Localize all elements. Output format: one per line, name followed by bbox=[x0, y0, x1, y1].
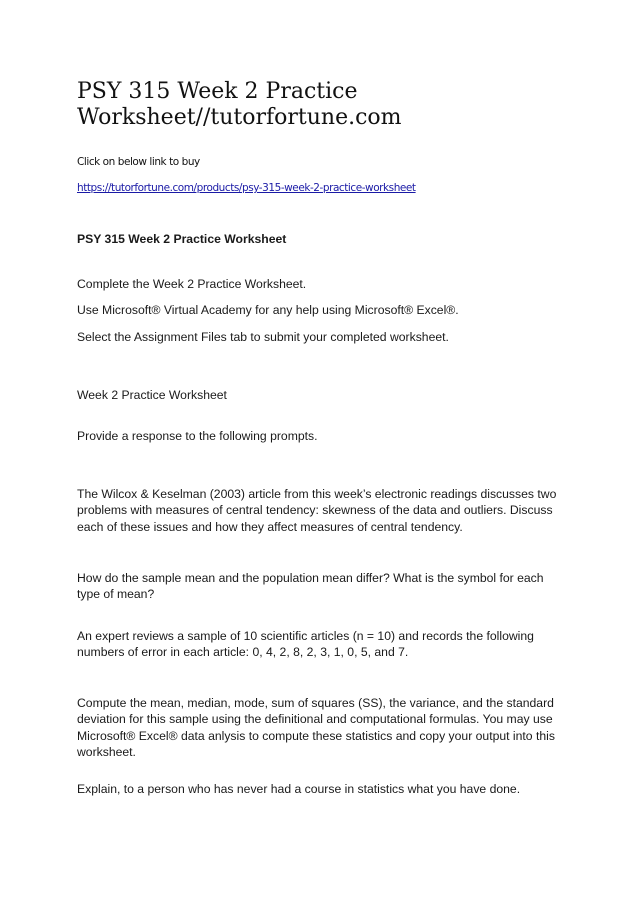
paragraph-provide-response: Provide a response to the following prompts. bbox=[77, 429, 318, 443]
title-line-2: Worksheet//tutorfortune.com bbox=[77, 105, 402, 130]
paragraph-compute-statistics: Compute the mean, median, mode, sum of squares (SS), the variance, and the standard deviation for this sample using the definitional and computational formulas. You may use Microsoft® Excel® data anlysis to compute these statistics and copy your output into this worksheet. bbox=[77, 696, 555, 759]
buy-link[interactable]: https://tutorfortune.com/products/psy-315-week-2-practice-worksheet bbox=[77, 182, 416, 194]
document-title bbox=[77, 79, 557, 131]
paragraph-complete-worksheet: Complete the Week 2 Practice Worksheet. bbox=[77, 277, 307, 291]
title-line-1: PSY 315 Week 2 Practice bbox=[77, 79, 358, 104]
paragraph-explain: Explain, to a person who has never had a course in statistics what you have done. bbox=[77, 782, 521, 796]
paragraph-sample-vs-population-mean: How do the sample mean and the population mean differ? What is the symbol for each type of mean? bbox=[77, 571, 544, 602]
paragraph-worksheet-heading: Week 2 Practice Worksheet bbox=[77, 388, 227, 402]
section-heading: PSY 315 Week 2 Practice Worksheet bbox=[77, 232, 287, 246]
paragraph-wilcox-keselman: The Wilcox & Keselman (2003) article from this week’s electronic readings discusses two problems with measures of central tendency: skewness of the data and outliers. Discuss each of these issues and how they affect measures of central tendency. bbox=[77, 487, 557, 534]
paragraph-assignment-files: Select the Assignment Files tab to submit your completed worksheet. bbox=[77, 330, 449, 344]
paragraph-expert-reviews: An expert reviews a sample of 10 scientific articles (n = 10) and records the following numbers of error in each article: 0, 4, 2, 8, 2, 3, 1, 0, 5, and 7. bbox=[77, 629, 534, 660]
buy-label: Click on below link to buy bbox=[77, 156, 200, 168]
paragraph-virtual-academy: Use Microsoft® Virtual Academy for any help using Microsoft® Excel®. bbox=[77, 303, 459, 317]
